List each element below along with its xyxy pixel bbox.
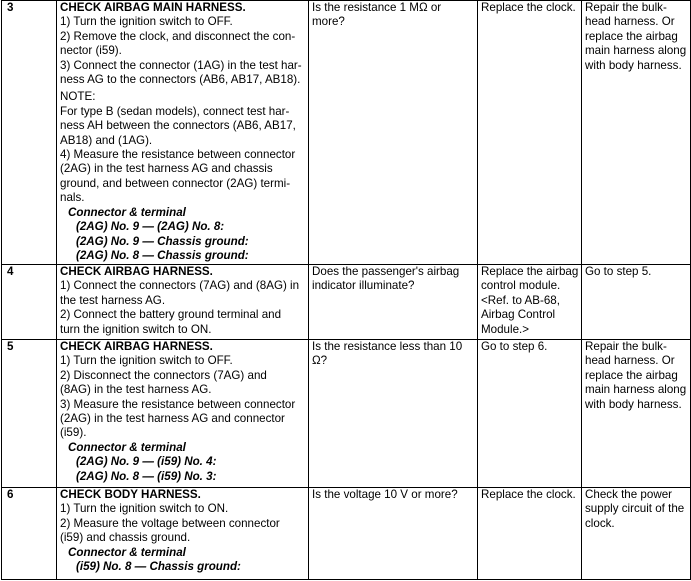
connector-terminal-value: (2AG) No. 9 — Chassis ground: bbox=[76, 234, 249, 248]
connector-terminal-heading: Connector & terminal bbox=[68, 205, 186, 219]
connector-terminal-heading: Connector & terminal bbox=[68, 440, 186, 454]
procedure-line: ground, and between connector (2AG) termi- bbox=[60, 176, 291, 190]
note-line: For type B (sedan models), connect test har- bbox=[60, 104, 290, 118]
check-cell: Is the resistance less than 10 Ω? bbox=[309, 340, 478, 488]
procedure-cell bbox=[57, 340, 309, 488]
note-line: ness AH between the connectors (AB6, AB17, bbox=[60, 119, 296, 133]
step-number: 4 bbox=[2, 265, 57, 340]
yes-cell: Replace the clock. bbox=[478, 1, 582, 265]
step-title: CHECK AIRBAG HARNESS. bbox=[60, 265, 213, 278]
check-cell: Is the resistance 1 MΩ or more? bbox=[309, 1, 478, 265]
connector-terminal-value: (2AG) No. 8 — (i59) No. 3: bbox=[76, 469, 217, 483]
step-number: 6 bbox=[2, 488, 57, 580]
procedure-line: 3) Measure the resistance between connector bbox=[60, 397, 296, 411]
note-line: AB18) and (1AG). bbox=[60, 133, 153, 147]
step-title: CHECK AIRBAG MAIN HARNESS. bbox=[60, 1, 246, 14]
no-cell: Repair the bulk-head harness. Or replace the airbag main harness along with body harness. bbox=[582, 340, 691, 488]
yes-cell: Replace the airbag control module. <Ref. to AB-68, Airbag Control Module.> bbox=[478, 265, 582, 340]
procedure-line: 2) Measure the voltage between connector bbox=[60, 516, 280, 530]
procedure-line: 3) Connect the connector (1AG) in the test har- bbox=[60, 58, 302, 72]
step-title: CHECK AIRBAG HARNESS. bbox=[60, 340, 213, 353]
procedure-cell bbox=[57, 265, 309, 340]
procedure-line: 2) Connect the battery ground terminal and bbox=[60, 308, 282, 322]
procedure-line: 4) Measure the resistance between connector bbox=[60, 148, 296, 162]
yes-cell: Go to step 6. bbox=[478, 340, 582, 488]
procedure-line: nals. bbox=[60, 191, 85, 205]
table-row bbox=[2, 488, 691, 580]
procedure-line: (2AG) in the test harness AG and chassis bbox=[60, 162, 273, 176]
procedure-line: 1) Turn the ignition switch to OFF. bbox=[60, 354, 233, 368]
procedure-line: ness AG to the connectors (AB6, AB17, AB18). bbox=[60, 73, 301, 87]
procedure-line: (i59). bbox=[60, 426, 87, 440]
connector-terminal-value: (2AG) No. 8 — Chassis ground: bbox=[76, 248, 249, 262]
table-row bbox=[2, 340, 691, 488]
procedure-line: turn the ignition switch to ON. bbox=[60, 322, 212, 336]
yes-cell: Replace the clock. bbox=[478, 488, 582, 580]
note-label: NOTE: bbox=[60, 90, 96, 104]
procedure-line: 2) Remove the clock, and disconnect the con- bbox=[60, 29, 296, 43]
procedure-cell bbox=[57, 488, 309, 580]
no-cell: Repair the bulk-head harness. Or replace the airbag main harness along with body harness. bbox=[582, 1, 691, 265]
connector-terminal-value: (i59) No. 8 — Chassis ground: bbox=[76, 560, 241, 574]
no-cell: Go to step 5. bbox=[582, 265, 691, 340]
table-row bbox=[2, 1, 691, 265]
connector-terminal-value: (2AG) No. 9 — (i59) No. 4: bbox=[76, 455, 217, 469]
procedure-line: the test harness AG. bbox=[60, 293, 166, 307]
procedure-line: 2) Disconnect the connectors (7AG) and bbox=[60, 368, 267, 382]
step-number: 5 bbox=[2, 340, 57, 488]
no-cell: Check the power supply circuit of the clock. bbox=[582, 488, 691, 580]
procedure-line: 1) Turn the ignition switch to OFF. bbox=[60, 15, 233, 29]
step-title: CHECK BODY HARNESS. bbox=[60, 488, 201, 501]
procedure-line: (8AG) in the test harness AG. bbox=[60, 383, 212, 397]
table-row bbox=[2, 265, 691, 340]
connector-terminal-heading: Connector & terminal bbox=[68, 545, 186, 559]
procedure-line: nector (i59). bbox=[60, 44, 122, 58]
connector-terminal-value: (2AG) No. 9 — (2AG) No. 8: bbox=[76, 220, 225, 234]
diagnostic-table bbox=[1, 0, 691, 580]
procedure-line: (2AG) in the test harness AG and connector bbox=[60, 412, 285, 426]
procedure-line: 1) Connect the connectors (7AG) and (8AG) in bbox=[60, 279, 300, 293]
step-number: 3 bbox=[2, 1, 57, 265]
check-cell: Is the voltage 10 V or more? bbox=[309, 488, 478, 580]
procedure-line: 1) Turn the ignition switch to ON. bbox=[60, 502, 229, 516]
check-cell: Does the passenger's airbag indicator illuminate? bbox=[309, 265, 478, 340]
procedure-cell bbox=[57, 1, 309, 265]
procedure-line: (i59) and chassis ground. bbox=[60, 531, 191, 545]
